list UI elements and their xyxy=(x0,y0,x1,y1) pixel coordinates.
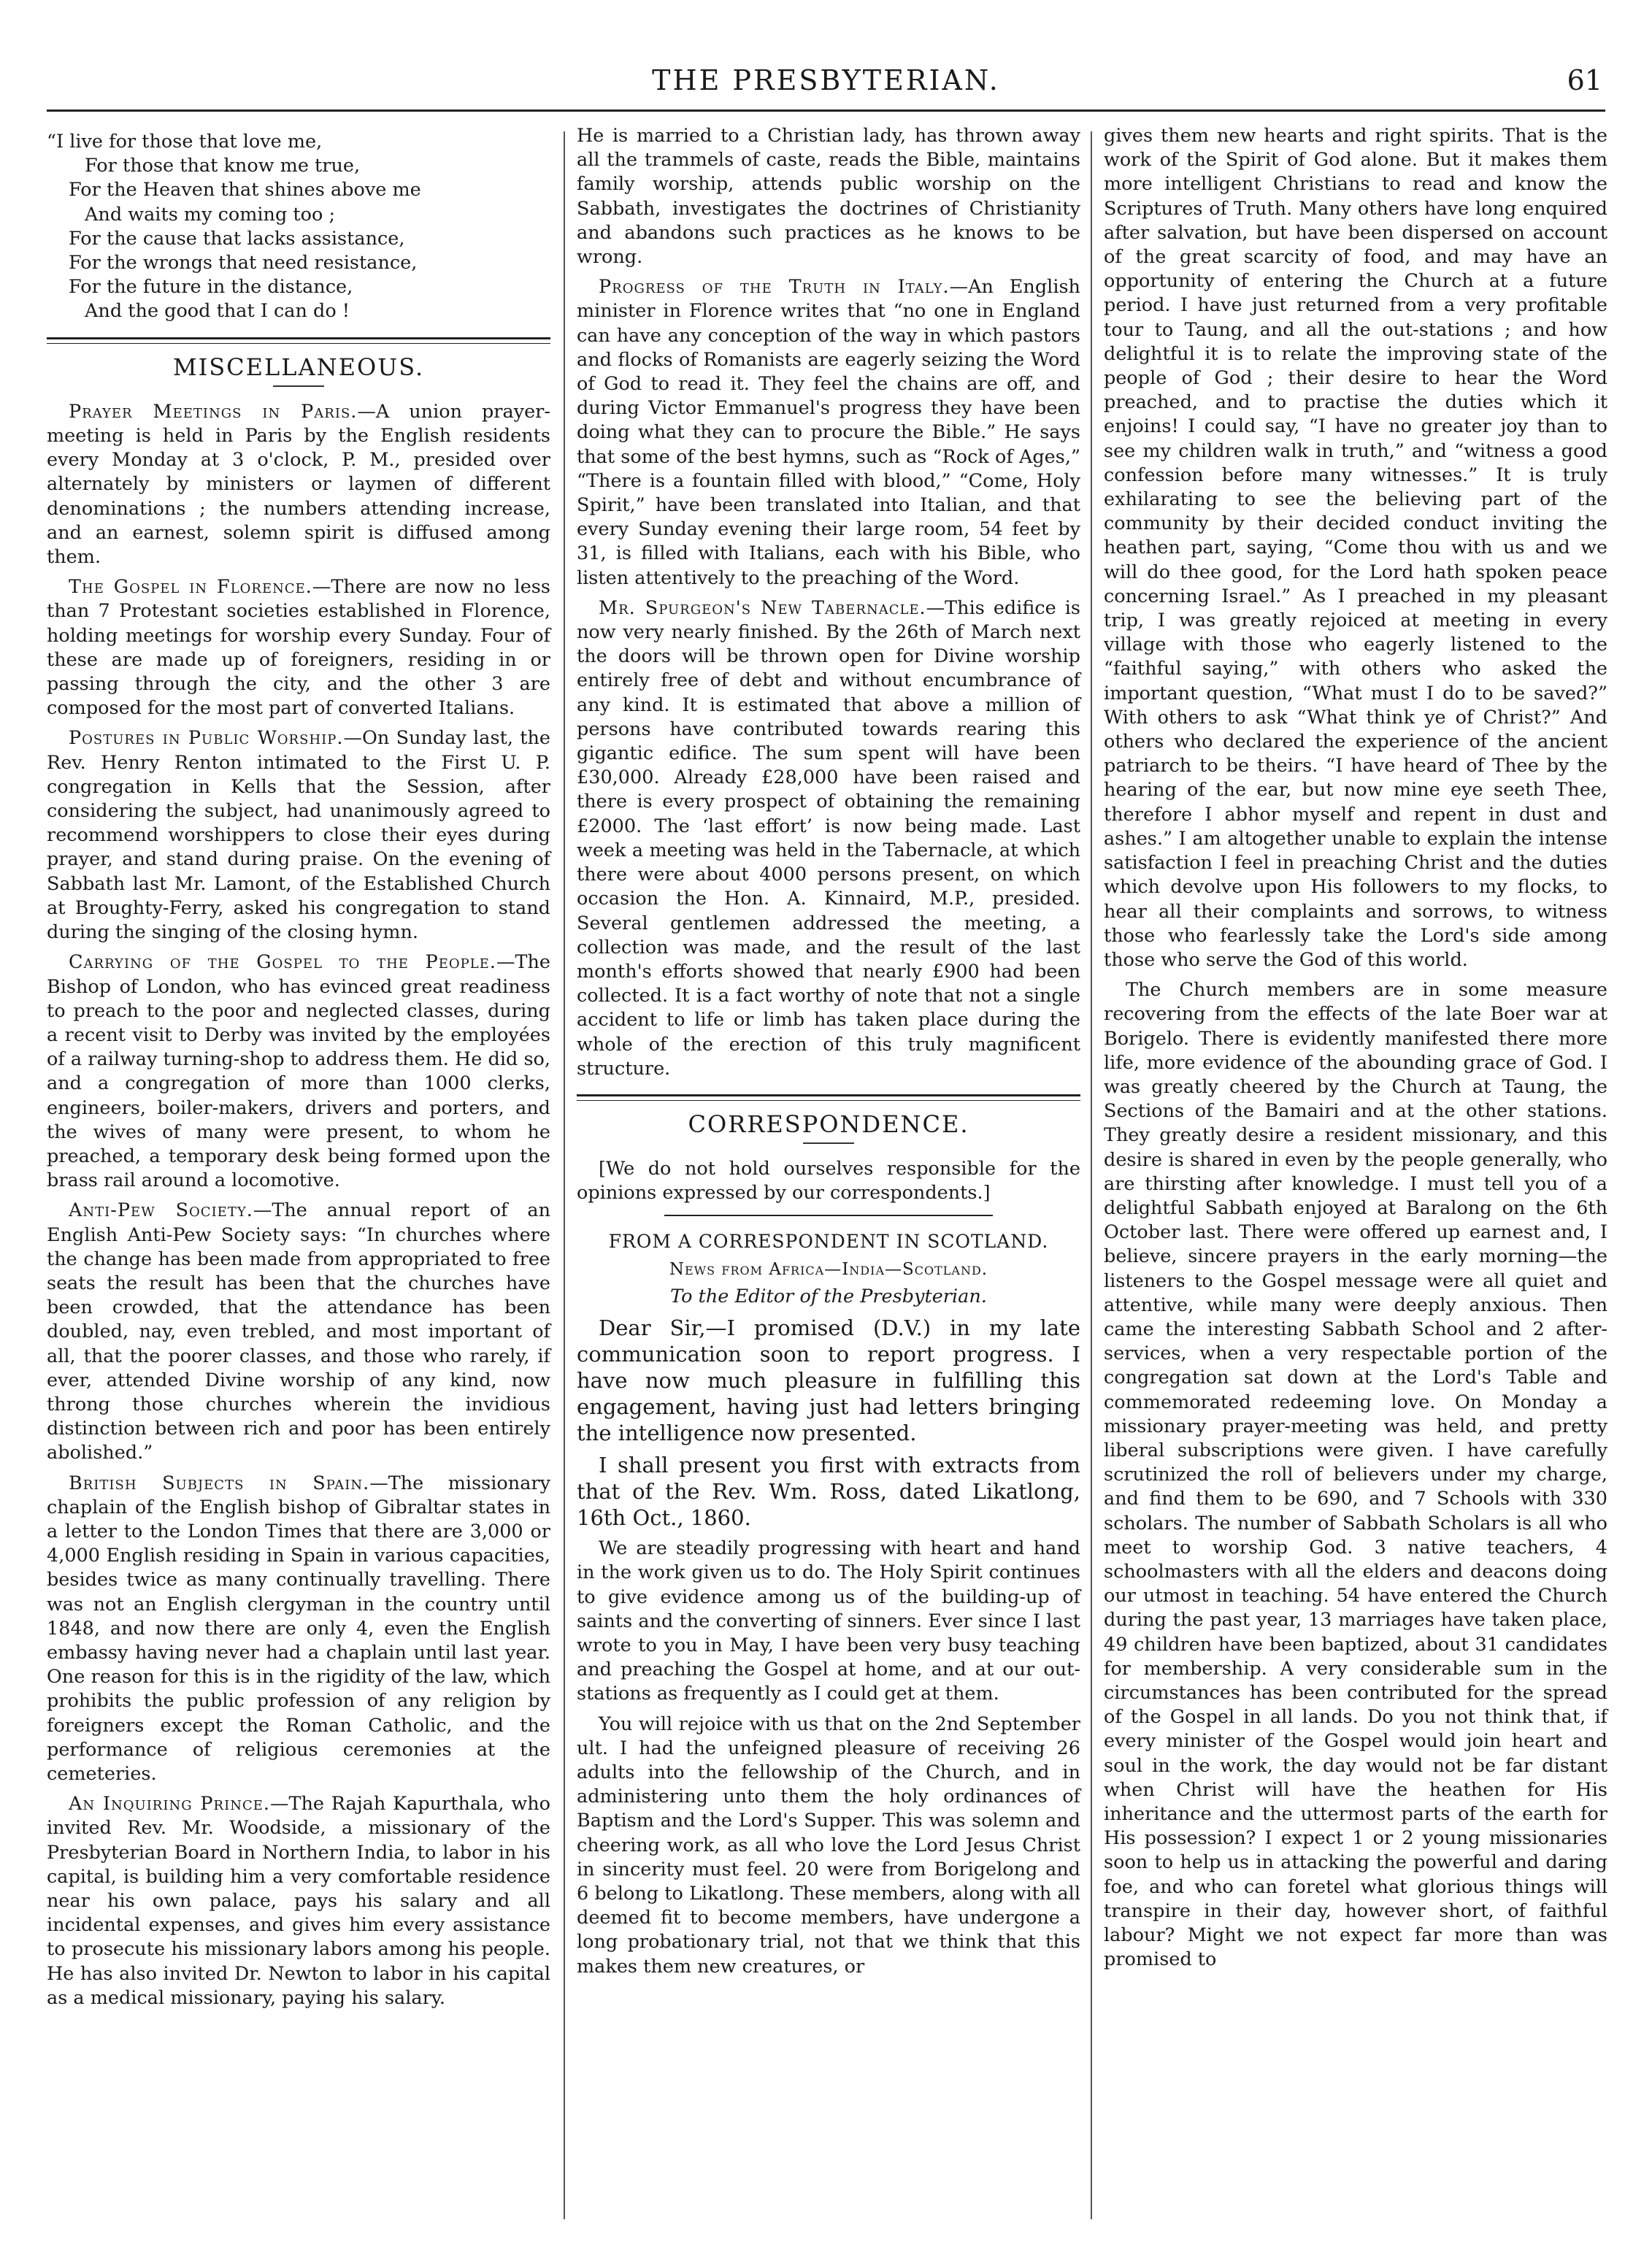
column-rule-2 xyxy=(1091,131,1092,2219)
news-item xyxy=(47,1472,550,1787)
miscellaneous-items xyxy=(47,400,550,2010)
news-item xyxy=(577,275,1080,591)
news-item-body: —A union prayer-meeting is held in Paris by the English residents every Monday at 3 o'clock, P. M., presided over alternately by ministers or laymen of different denominations ; the numbers attending increase, and an earnest, solemn spirit is diffused among them. xyxy=(47,400,550,569)
title-rule xyxy=(803,1142,854,1144)
poem-line: “I live for those that love me, xyxy=(47,131,323,153)
title-rule xyxy=(273,385,324,387)
news-item-body: —On Sunday last, the Rev. Henry Renton intimated to the First U. P. congregation in Kells that the Session, after considering the subject, had unanimously agreed to recommend worshippers to close their eyes during prayer, and stand during praise. On the evening of Sabbath last Mr. Lamont, of the Established Church at Broughty-Ferry, asked his congregation to stand during the singing of the closing hymn. xyxy=(47,727,550,944)
section-rule xyxy=(47,337,550,344)
news-item-heading: Anti-Pew Society. xyxy=(69,1199,253,1222)
news-item-heading: An Inquiring Prince. xyxy=(69,1793,270,1816)
poem-line: For the future in the distance, xyxy=(69,276,353,299)
letter-paragraph: You will rejoice with us that on the 2nd September ult. I had the unfeigned pleasure of receiving 26 adults into the fellowship of the Church, and in administering unto them the holy ordinances of Baptism and the Lord's Supper. This was solemn and cheering work, as all who love the Lord Jesus Christ in sincerity must feel. 20 were from Borigelong and 6 belong to Likatlong. These members, along with all deemed fit to become members, have undergone a long probationary trial, not that we think that this makes them new creatures, or xyxy=(577,1713,1080,1978)
news-item xyxy=(47,1199,550,1465)
news-item-body: —The Rajah Kapurthala, who invited Rev. Mr. Woodside, a missionary of the Presbyterian Board in Northern India, to labor in his capital, is building him a very comfortable residence near his own palace, pays his salary and all incidental expenses, and gives him every assistance to prosecute his missionary labors among his people. He has also invited Dr. Newton to labor in his capital as a medical missionary, paying his salary. xyxy=(47,1793,550,2009)
poem-line: And the good that I can do ! xyxy=(85,300,350,323)
column-1 xyxy=(47,124,550,2016)
letter-subtitle: News from Africa—India—Scotland. xyxy=(669,1259,988,1279)
letter-addressee: To the Editor of the Presbyterian. xyxy=(670,1285,987,1307)
news-item-body: —An English minister in Florence writes that “no one in England can have any conception of the way in which pastors and flocks of Romanists are eagerly seizing the Word of God to read it. They feel the chains are off, and during Victor Emmanuel's progress they have been doing what they can to procure the Bible.” He says that some of the best hymns, such as “Rock of Ages,” “There is a fountain filled with blood,” “Come, Holy Spirit,” have been translated into Italian, and that every Sunday evening their large room, 54 feet by 31, is filled with Italians, each with his Bible, who listen attentively to the preaching of the Word. xyxy=(577,276,1080,589)
miscellaneous-items-continued xyxy=(577,124,1080,1081)
news-item-heading: The Gospel in Florence. xyxy=(69,576,312,599)
news-item-body: He is married to a Christian lady, has thrown away all the trammels of caste, reads the Bible, maintains family worship, attends public worship on the Sabbath, investigates the doctrines of Christianity and abandons such practices as he knows to be wrong. xyxy=(577,125,1080,269)
letter-title: FROM A CORRESPONDENT IN SCOTLAND. xyxy=(608,1230,1049,1252)
letter-body xyxy=(577,1537,1080,1979)
poem xyxy=(47,130,550,324)
news-item xyxy=(577,124,1080,269)
poem-line: For the wrongs that need resistance, xyxy=(69,252,418,274)
news-item xyxy=(577,596,1080,1081)
letter-body-continued xyxy=(1104,124,1607,1972)
news-item-heading: Prayer Meetings in Paris. xyxy=(69,400,358,423)
letter-paragraph: gives them new hearts and right spirits. That is the work of the Spirit of God alone. But it makes them more intelligent Christians to read and know the Scriptures of Truth. Many others have long enquired after salvation, but have been dispersed on account of the great scarcity of food, and may have an opportunity of entering the Church at a future period. I have just returned from a very profitable tour to Taung, and all the out-stations ; and how delightful it is to relate the improving state of the people of God ; their desire to hear the Word preached, and to practise the duties which it enjoins! I could say, “I have no greater joy than to see my children walk in truth,” and “witness a good confession before many witnesses.” It is truly exhilarating to see the believing part of the community by their decided conduct inviting the heathen part, saying, “Come thou with us and we will do thee good, for the Lord hath spoken peace concerning Israel.” As I preached in my pleasant trip, I was greatly rejoiced at meeting in every village with those who eagerly listened to the “faithful saying,” with others who asked the important question, “What must I do to be saved?” With others to ask “What think ye of Christ?” And others who declared the experience of the ancient patriarch to be theirs. “I have heard of Thee by the hearing of the ear, but now mine eye seeth Thee, therefore I abhor myself and repent in dust and ashes.” I am altogether unable to explain the intense satisfaction I feel in preaching Christ and the duties which devolve upon His followers to my flocks, to hear all their complaints and sorrows, to witness those who fearlessly take the Lord's side among those who serve the God of this world. xyxy=(1104,125,1607,971)
news-item-body: —The annual report of an English Anti-Pew Society says: “In churches where the change has been made from appropriated to free seats the result has been that the churches have been crowded, that the attendance has been doubled, nay, even trebled, and most important of all, that the poorer classes, and those who rarely, if ever, attended Divine worship of any kind, now throng those churches wherein the invidious distinction between rich and poor has been entirely abolished.” xyxy=(47,1199,551,1464)
page-number: 61 xyxy=(1567,64,1602,96)
news-item xyxy=(47,726,550,945)
column-2 xyxy=(577,124,1080,1985)
news-item xyxy=(47,950,550,1193)
news-item xyxy=(47,575,550,721)
news-item-heading: British Subjects in Spain. xyxy=(69,1472,370,1494)
poem-line: And waits my coming too ; xyxy=(85,203,336,226)
page-header xyxy=(0,64,1652,108)
letter-rule xyxy=(664,1215,993,1216)
letter-paragraph: The Church members are in some measure recovering from the effects of the late Boer war at Borigelo. There is evidently manifested there more life, more evidence of the abounding grace of God. I was greatly cheered by the Church at Taung, the Sections of the Bamairi and at the other stations. They greatly desire a resident missionary, and this desire is shared in even by the people generally, who are thirsting after knowledge. I must tell you of a delightful Sabbath enjoyed at Baralong on the 6th October last. There were offered up earnest and, I believe, sincere prayers in the early morning—the listeners to the Gospel message were all quiet and attentive, while many were deeply anxious. Then came the interesting Sabbath School and 2 after-services, when a very respectable portion of the congregation sat down at the Lord's Table and commemorated redeeming love. On Monday a missionary prayer-meeting was held, and pretty liberal subscriptions were given. I have carefully scrutinized the roll of believers under my charge, and find them to be 690, and 7 Schools with 330 scholars. The number of Sabbath Scholars is all who meet to worship God. 3 native teachers, 4 schoolmasters with all the elders and deacons doing our utmost in teaching. 54 have entered the Church during the past year, 13 marriages have taken place, 49 children have been baptized, about 31 candidates for membership. A very considerable sum in the circumstances has been contributed for the spread of the Gospel in all lands. Do you not think that, if every minister of the Gospel would join heart and soul in the work, the day would not be far distant when Christ will have the heathen for His inheritance and the uttermost parts of the earth for His possession? I expect 1 or 2 young missionaries soon to help us in attacking the powerful and daring foe, and who can foretel what glorious things will transpire in their day, however short, of faithful labour? Might we not expect far more than was promised to xyxy=(1104,979,1607,1971)
column-3 xyxy=(1104,124,1607,1978)
letter-opening: Dear Sir,—I promised (D.V.) in my late communication soon to report progress. I have now much pleasure in fulfilling this engagement, having just had letters bringing the intelligence now presented. xyxy=(577,1315,1080,1446)
news-item-heading: Postures in Public Worship. xyxy=(69,727,344,750)
column-rule-1 xyxy=(564,131,565,2219)
header-rule xyxy=(47,110,1605,112)
poem-line: For the cause that lacks assistance, xyxy=(69,227,405,250)
letter-introduction: I shall present you first with extracts from that of the Rev. Wm. Ross, dated Likatlong, 16th Oct., 1860. xyxy=(577,1453,1080,1531)
news-item-heading: Progress of the Truth in Italy. xyxy=(599,276,950,299)
section-rule xyxy=(577,1094,1080,1101)
news-item xyxy=(47,1792,550,2010)
poem-line: For those that know me true, xyxy=(85,155,361,177)
poem-line: For the Heaven that shines above me xyxy=(69,179,421,201)
news-item xyxy=(47,400,550,569)
letter-paragraph: We are steadily progressing with heart and hand in the work given us to do. The Holy Spirit continues to give evidence among us of the building-up of saints and the converting of sinners. Ever since I last wrote to you in May, I have been very busy teaching and preaching the Gospel at home, and at our out-stations as frequently as I could get at them. xyxy=(577,1537,1080,1705)
news-item-body: —There are now no less than 7 Protestant societies established in Florence, holding meetings for worship every Sunday. Four of these are made up of foreigners, residing in or passing through the city, and the other 3 are composed for the most part of converted Italians. xyxy=(47,576,550,720)
editorial-disclaimer: [We do not hold ourselves responsible for the opinions expressed by our correspondents.] xyxy=(577,1158,1080,1204)
news-item-body: —The missionary chaplain of the English bishop of Gibraltar states in a letter to the London Times that there are 3,000 or 4,000 English residing in Spain in various capacities, besides twice as many continually travelling. There was not an English clergyman in the country until 1848, and now there are only 4, even the English embassy having never had a chaplain until last year. One reason for this is in the rigidity of the law, which prohibits the public profession of any religion by foreigners except the Roman Catholic, and the performance of religious ceremonies at the cemeteries. xyxy=(47,1472,550,1785)
news-item-body: —This edifice is now very nearly finished. By the 26th of March next the doors will be thrown open for Divine worship entirely free of debt and without encumbrance of any kind. It is estimated that above a million of persons have contributed towards rearing this gigantic edifice. The sum spent will have been £30,000. Already £28,000 have been raised and there is every prospect of obtaining the remaining £2000. The ‘last effort’ is now being made. Last week a meeting was held in the Tabernacle, at which there were about 4000 persons present, on which occasion the Hon. A. Kinnaird, M.P., presided. Several gentlemen addressed the meeting, a collection was made, and the result of the last month's efforts showed that nearly £900 had been collected. It is a fact worthy of note that not a single accident to life or limb has taken place during the whole of the erection of this truly magnificent structure. xyxy=(577,596,1080,1080)
news-item-heading: Carrying of the Gospel to the People. xyxy=(69,951,496,974)
section-title-correspondence: CORRESPONDENCE. xyxy=(688,1110,969,1138)
running-title: THE PRESBYTERIAN. xyxy=(652,64,1000,96)
section-title-miscellaneous: MISCELLANEOUS. xyxy=(172,353,425,381)
news-item-heading: Mr. Spurgeon's New Tabernacle. xyxy=(599,596,926,619)
news-item-body: —The Bishop of London, who has evinced great readiness to preach to the poor and neglected classes, during a recent visit to Derby was invited by the employées of a railway turning-shop to address them. He did so, and a congregation of more than 1000 clerks, engineers, boiler-makers, drivers and porters, and the wives of many were present, to whom he preached, a temporary desk being formed upon the brass rail around a locomotive. xyxy=(47,951,550,1192)
